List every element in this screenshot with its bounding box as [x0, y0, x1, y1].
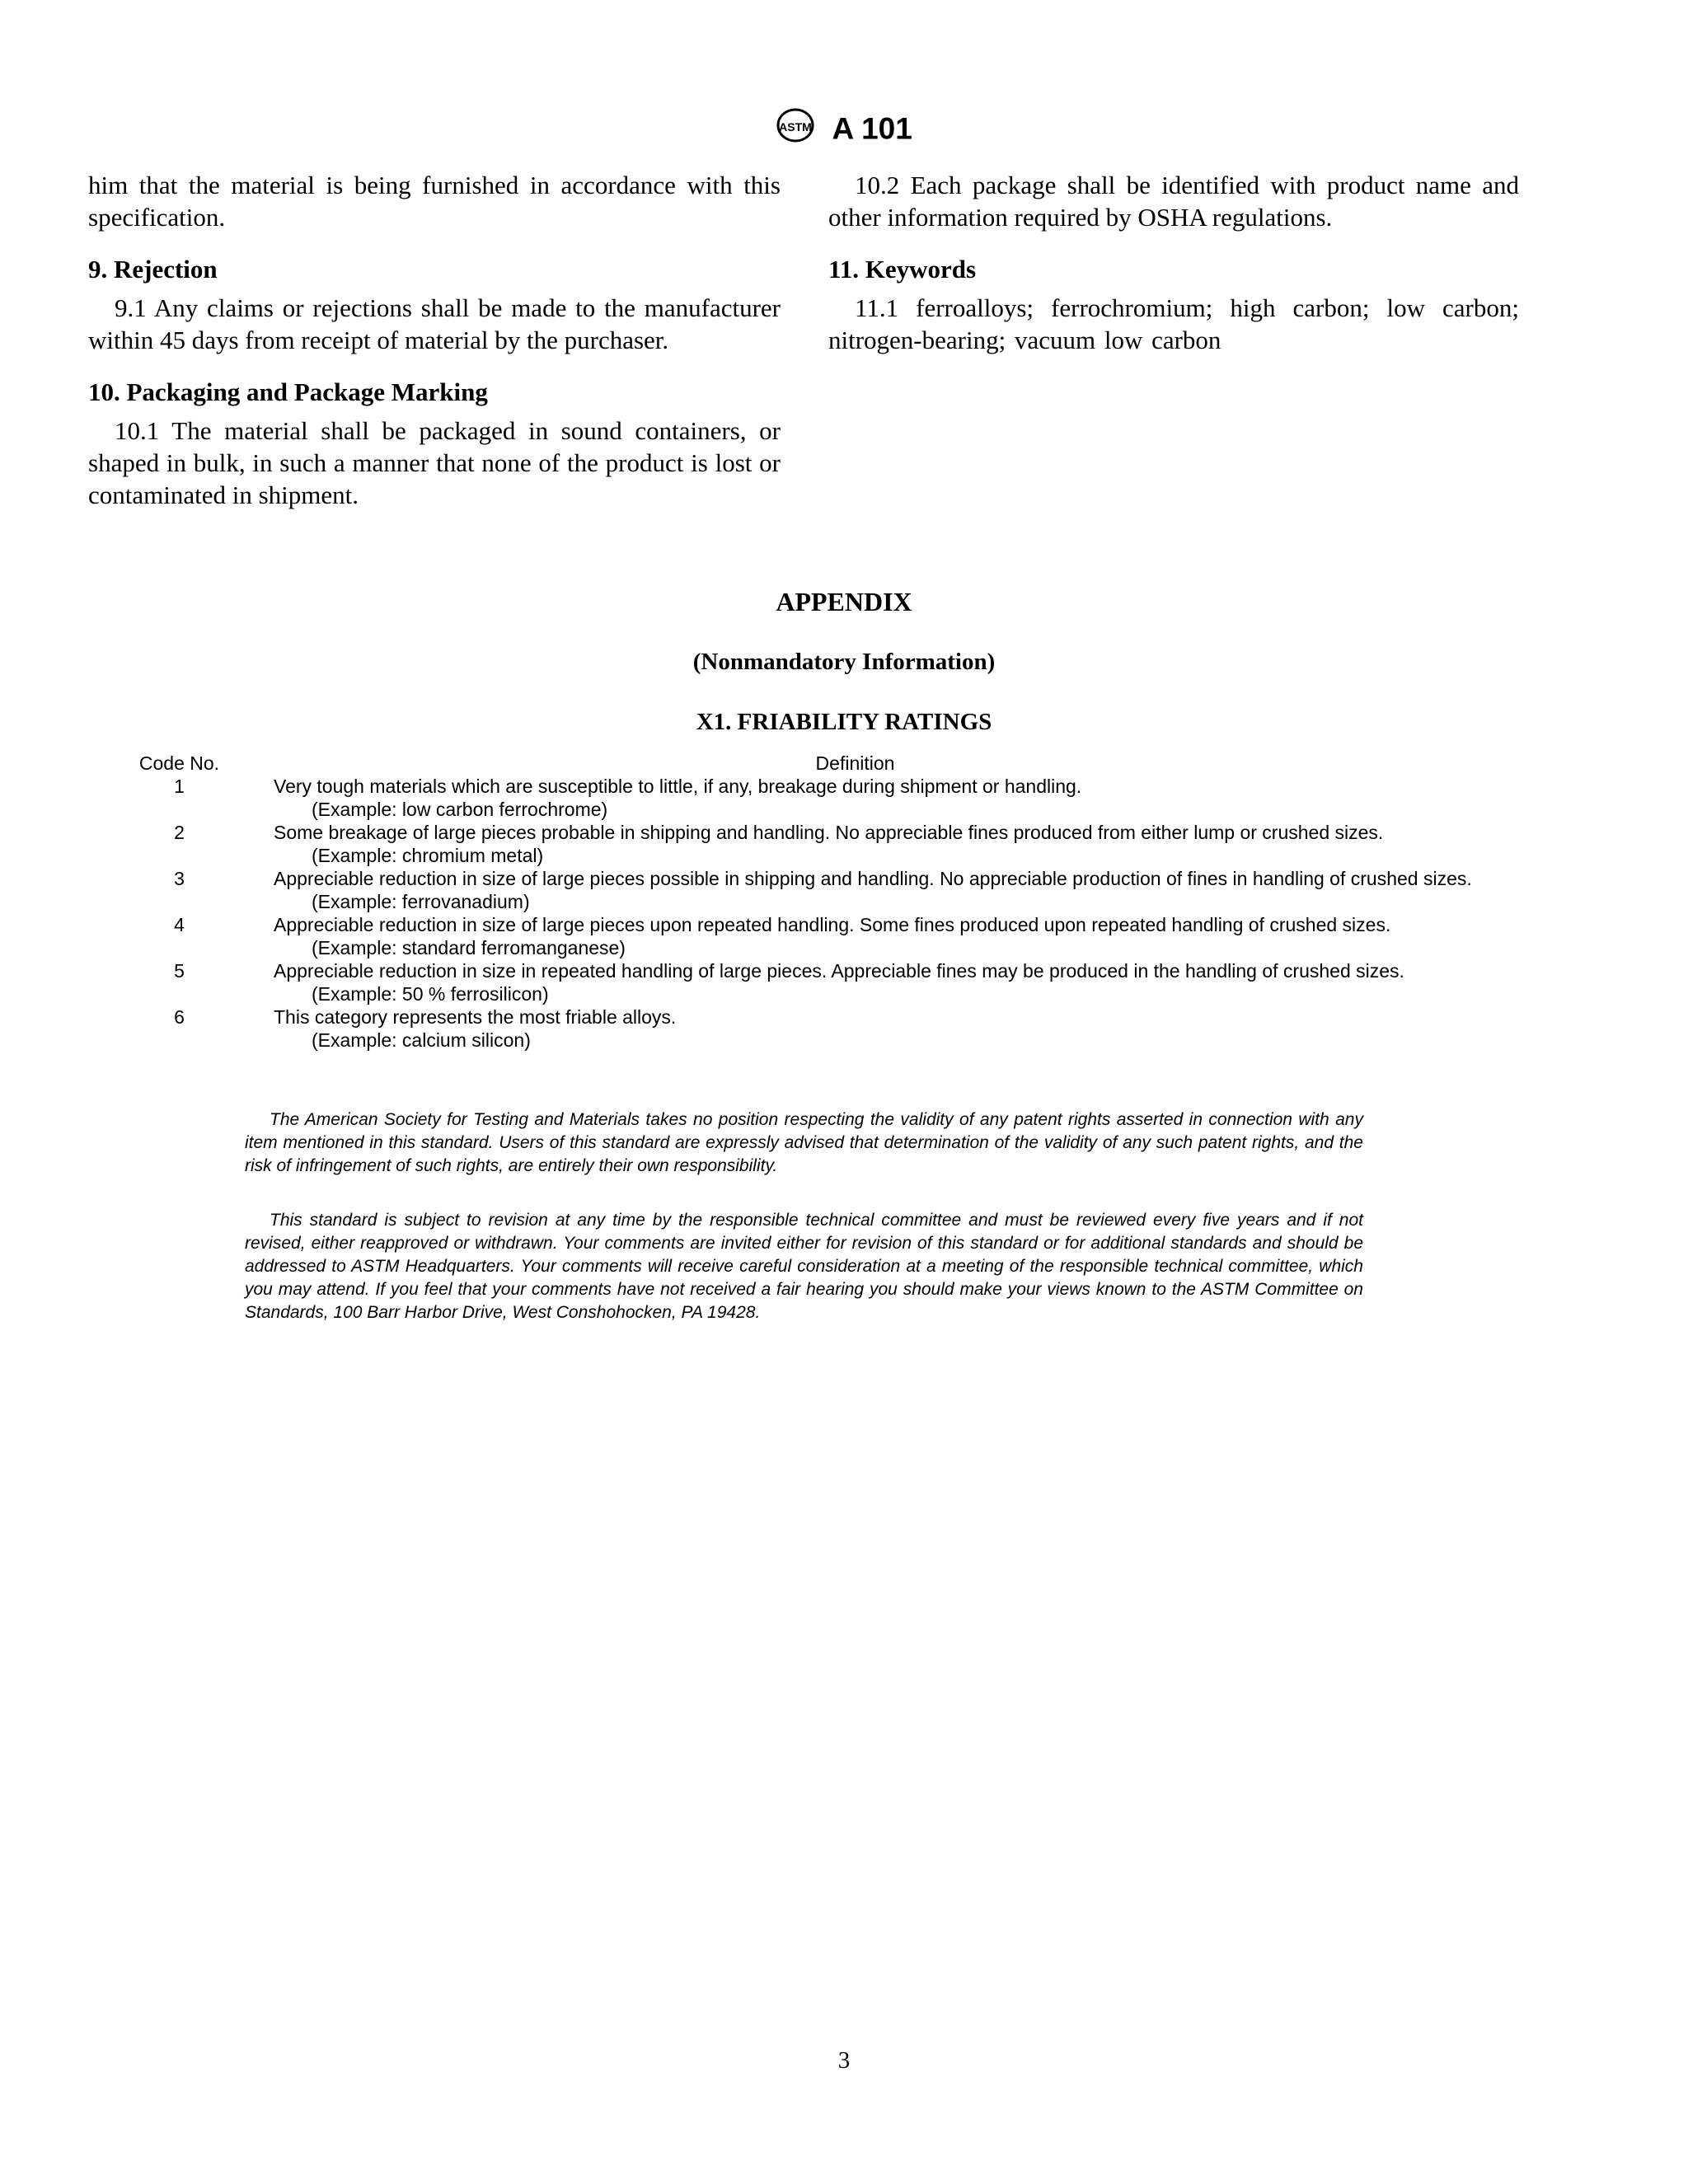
right-column	[828, 169, 1519, 356]
table-body	[132, 775, 1533, 1052]
rating-example: (Example: 50 % ferrosilicon)	[312, 983, 549, 1005]
table-row	[132, 775, 1533, 821]
standard-designation: A 101	[832, 111, 912, 146]
rating-example: (Example: chromium metal)	[312, 845, 544, 866]
definition-column-header: Definition	[815, 752, 895, 774]
rating-example: (Example: ferrovanadium)	[312, 891, 530, 912]
table-row	[132, 959, 1533, 1005]
table-row	[132, 821, 1533, 867]
rating-definition-cell	[227, 821, 1383, 867]
rating-definition: This category represents the most friable alloys.	[274, 1006, 677, 1028]
rating-code: 6	[174, 1006, 185, 1028]
rating-definition-cell	[227, 1005, 676, 1052]
rating-code: 1	[174, 776, 185, 797]
section-11-heading: 11. Keywords	[828, 255, 977, 284]
rating-code: 4	[174, 914, 185, 935]
rating-code: 2	[174, 822, 185, 843]
rating-code: 3	[174, 868, 185, 889]
rating-definition-cell	[227, 775, 1081, 821]
revision-notice: This standard is subject to revision at any time by the responsible technical committee and must be reviewed every five years and if not revised, either reapproved or withdrawn. Your comments are invited either for revision of this standard or for additional standards and should be addressed to ASTM Headquarters. Your comments will receive careful consideration at a meeting of the responsible technical committee, which you may attend. If you feel that your comments have not received a fair hearing you should make your views known to the ASTM Committee on Standards, 100 Barr Harbor Drive, West Conshohocken, PA 19428.	[245, 1211, 1363, 1322]
rating-example: (Example: low carbon ferrochrome)	[312, 799, 608, 820]
section-10-heading: 10. Packaging and Package Marking	[88, 377, 488, 406]
footnotes	[245, 1108, 1363, 1356]
rating-definition: Appreciable reduction in size of large pieces upon repeated handling. Some fines produced upon repeated handling of crushed sizes.	[274, 914, 1391, 935]
rating-definition-cell	[227, 867, 1472, 913]
section-11-1-paragraph: 11.1 ferroalloys; ferrochromium; high carbon; low carbon; nitrogen-bearing; vacuum low carbon	[828, 293, 1519, 354]
section-9-1-paragraph: 9.1 Any claims or rejections shall be made to the manufacturer within 45 days from receipt of material by the purchaser.	[88, 293, 781, 354]
left-column	[88, 169, 781, 511]
rating-definition-cell	[227, 913, 1390, 959]
rating-code: 5	[174, 960, 185, 982]
continuation-paragraph: him that the material is being furnished in accordance with this specification.	[88, 171, 781, 232]
friability-ratings-table	[132, 752, 1533, 1052]
appendix-section-title: X1. FRIABILITY RATINGS	[696, 709, 992, 735]
table-row	[132, 913, 1533, 959]
code-column-header: Code No.	[138, 752, 220, 774]
table-row	[132, 1005, 1533, 1052]
astm-logo-icon	[776, 107, 815, 151]
appendix-title: APPENDIX	[776, 587, 912, 616]
rating-example: (Example: standard ferromanganese)	[312, 937, 626, 958]
rating-definition: Appreciable reduction in size in repeated handling of large pieces. Appreciable fines may be produced in the handling of crushed sizes.	[274, 960, 1404, 982]
page-header	[0, 107, 1688, 151]
section-9-heading: 9. Rejection	[88, 255, 218, 284]
appendix-subtitle: (Nonmandatory Information)	[692, 649, 996, 675]
rating-example: (Example: calcium silicon)	[312, 1029, 531, 1051]
table-header	[132, 752, 1533, 775]
appendix-header	[0, 587, 1688, 736]
page-number: 3	[837, 2047, 851, 2074]
rating-definition: Very tough materials which are susceptible to little, if any, breakage during shipment or handling.	[274, 776, 1082, 797]
rating-definition: Some breakage of large pieces probable in shipping and handling. No appreciable fines produced from either lump or crushed sizes.	[274, 822, 1384, 843]
table-row	[132, 867, 1533, 913]
svg-text:ASTM: ASTM	[779, 120, 813, 134]
patent-notice: The American Society for Testing and Materials takes no position respecting the validity of any patent rights asserted in connection with any item mentioned in this standard. Users of this standard are expressly advised that determination of the validity of any such patent rights, and the risk of infringement of such rights, are entirely their own responsibility.	[245, 1110, 1363, 1175]
section-10-1-paragraph: 10.1 The material shall be packaged in sound containers, or shaped in bulk, in such a manner that none of the product is lost or contaminated in shipment.	[88, 416, 781, 509]
section-10-2-paragraph: 10.2 Each package shall be identified with product name and other information required by OSHA regulations.	[828, 171, 1519, 232]
rating-definition-cell	[227, 959, 1404, 1005]
rating-definition: Appreciable reduction in size of large pieces possible in shipping and handling. No appreciable production of fines in handling of crushed sizes.	[274, 868, 1472, 889]
